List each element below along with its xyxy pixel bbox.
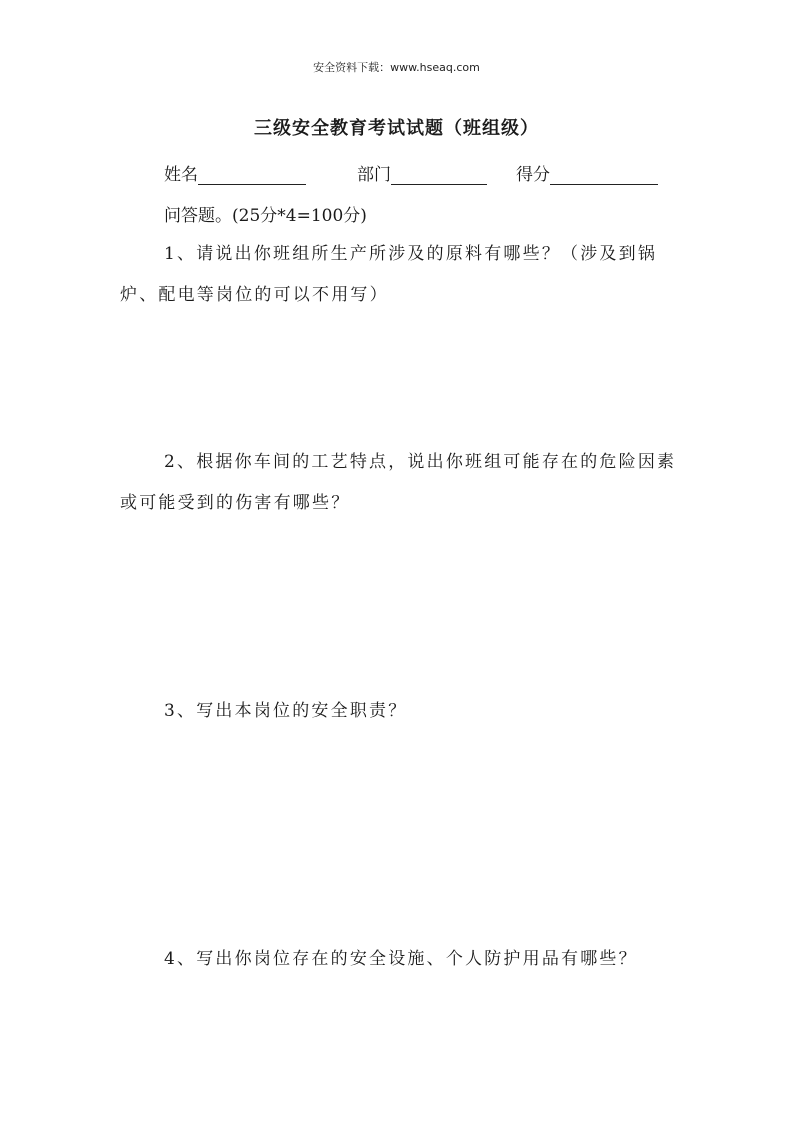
score-field[interactable] (516, 160, 658, 185)
question-2: 2、根据你车间的工艺特点，说出你班组可能存在的危险因素或可能受到的伤害有哪些？ (120, 452, 677, 513)
question-4: 4、写出你岗位存在的安全设施、个人防护用品有哪些？ (164, 949, 638, 969)
download-note: 安全资料下载：www.hseaq.com (313, 61, 480, 74)
department-blank[interactable] (391, 164, 487, 185)
name-label: 姓名 (164, 165, 198, 185)
name-blank[interactable] (198, 164, 306, 185)
question-3: 3、写出本岗位的安全职责？ (164, 701, 408, 721)
instruction-text: 问答题。(25分*4=100分) (164, 206, 367, 226)
question-1: 1、请说出你班组所生产所涉及的原料有哪些？（涉及到锅炉、配电等岗位的可以不用写） (120, 244, 658, 305)
department-field[interactable] (357, 160, 487, 185)
score-label: 得分 (516, 165, 550, 185)
score-blank[interactable] (550, 164, 658, 185)
name-field[interactable] (164, 160, 306, 185)
department-label: 部门 (357, 165, 391, 185)
page-title: 三级安全教育考试试题（班组级） (254, 118, 539, 139)
